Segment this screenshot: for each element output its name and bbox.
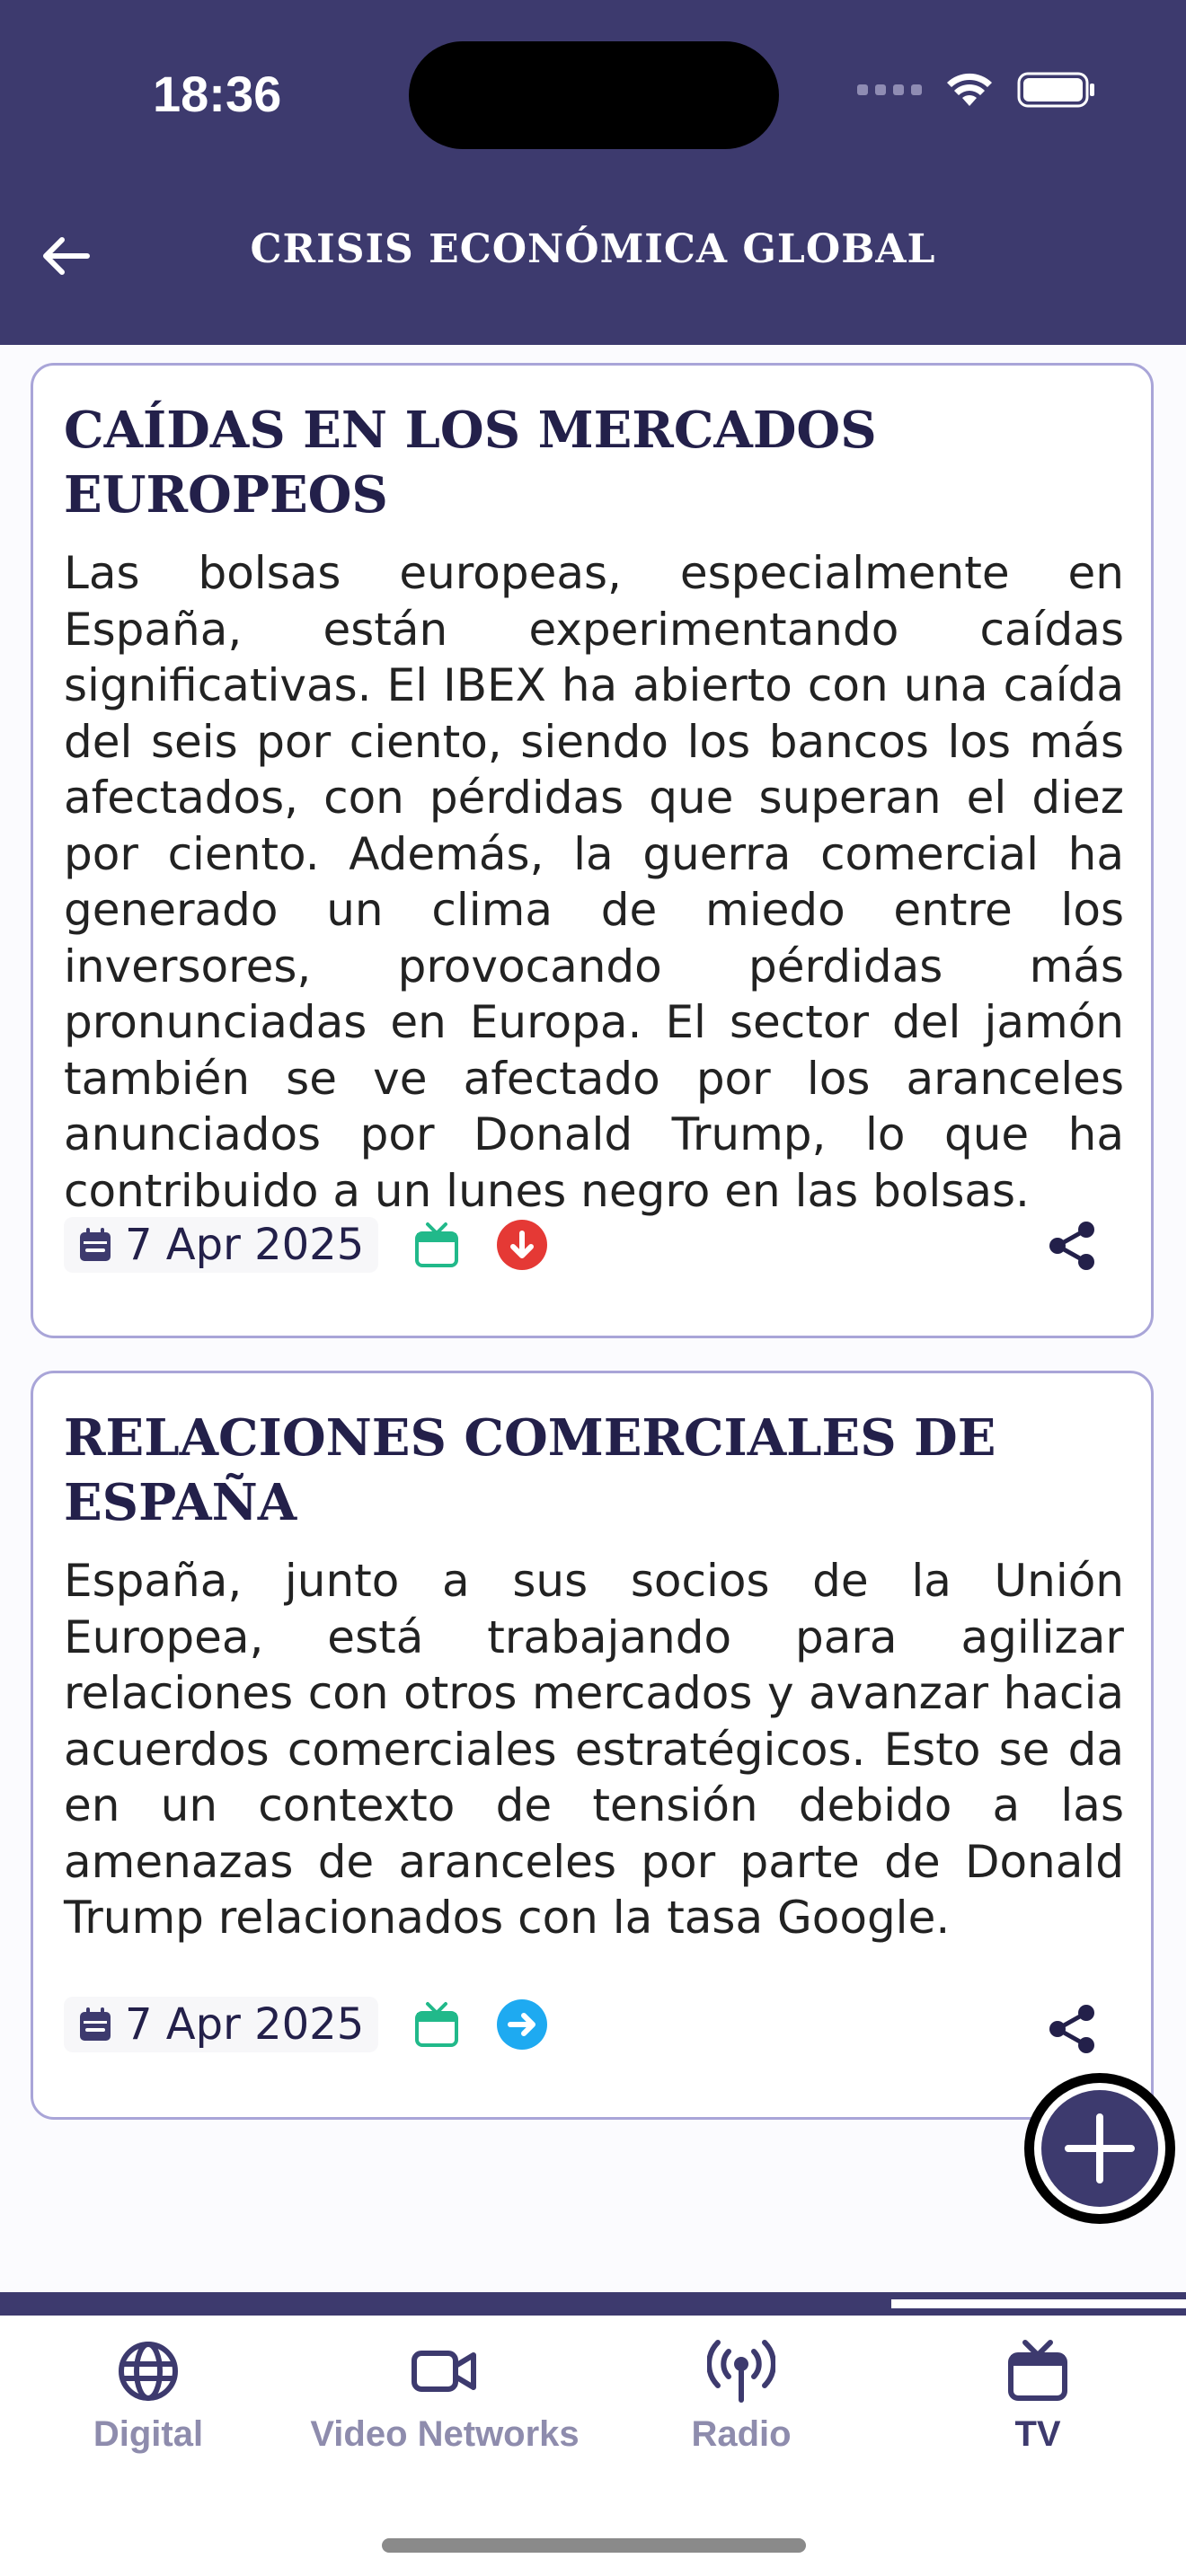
nav-item-digital[interactable]	[0, 2335, 296, 2455]
nav-item-tv[interactable]	[890, 2335, 1186, 2455]
card-date: 7 Apr 2025	[125, 1220, 365, 1270]
status-icons	[857, 70, 1096, 110]
date-chip	[64, 1997, 378, 2052]
wifi-icon	[945, 72, 994, 108]
globe-icon	[116, 2339, 181, 2404]
date-chip	[64, 1217, 378, 1273]
dynamic-island	[409, 41, 779, 149]
tv-icon	[414, 2001, 459, 2048]
news-card[interactable]	[31, 1371, 1154, 2120]
trend-right-icon	[495, 1998, 549, 2051]
card-body: Las bolsas europeas, especialmente en España, están experimentando caídas significativas. El IBEX ha abierto con una caída del seis por ciento, siendo los bancos los más afectados, con pérdidas que superan el diez por ciento. Además, la guerra comercial ha generado un clima de miedo entre los inversores, provocando pérdidas más pronunciadas en Europa. El sector del jamón también se ve afectado por los aranceles anunciados por Donald Trump, lo que ha contribuido a un lunes negro en las bolsas.	[64, 547, 1124, 1217]
video-camera-icon	[411, 2344, 479, 2398]
card-meta	[64, 1217, 549, 1273]
status-time: 18:36	[153, 66, 282, 122]
tv-icon	[1007, 2339, 1068, 2404]
share-icon	[1045, 2002, 1099, 2056]
page-title: CRISIS ECONÓMICA GLOBAL	[250, 226, 936, 272]
calendar-icon	[78, 2007, 112, 2042]
cellular-signal-icon	[857, 84, 922, 95]
card-body: España, junto a sus socios de la Unión Europea, está trabajando para agilizar relaciones con otros mercados y avanzar hacia acuerdos comerciales estratégicos. Esto se da en un contexto de tensión debido a las amenazas de aranceles por parte de Donald Trump relacionados con la tasa Google.	[64, 1555, 1124, 1944]
nav-active-indicator	[891, 2299, 1186, 2308]
plus-icon	[1059, 2108, 1140, 2189]
nav-label: Video Networks	[310, 2414, 580, 2454]
app-header	[0, 0, 1186, 345]
card-meta	[64, 1997, 549, 2052]
home-indicator	[382, 2538, 806, 2553]
news-card[interactable]	[31, 363, 1154, 1338]
share-button[interactable]	[1045, 1219, 1099, 1277]
tv-icon	[414, 1222, 459, 1268]
calendar-icon	[78, 1227, 112, 1263]
card-date: 7 Apr 2025	[125, 1999, 365, 2050]
nav-item-video-networks[interactable]	[296, 2335, 593, 2455]
share-button[interactable]	[1045, 2002, 1099, 2060]
nav-item-radio[interactable]	[593, 2335, 890, 2455]
add-button[interactable]	[1024, 2073, 1175, 2224]
trend-down-icon	[495, 1218, 549, 1272]
nav-label: Radio	[691, 2414, 792, 2454]
card-title: CAÍDAS EN LOS MERCADOS EUROPEOS	[64, 401, 877, 525]
nav-label: Digital	[93, 2414, 204, 2454]
share-icon	[1045, 1219, 1099, 1273]
card-title: RELACIONES COMERCIALES DE ESPAÑA	[64, 1408, 996, 1532]
nav-label: TV	[1014, 2414, 1061, 2454]
battery-icon	[1017, 70, 1096, 110]
radio-broadcast-icon	[707, 2339, 775, 2404]
